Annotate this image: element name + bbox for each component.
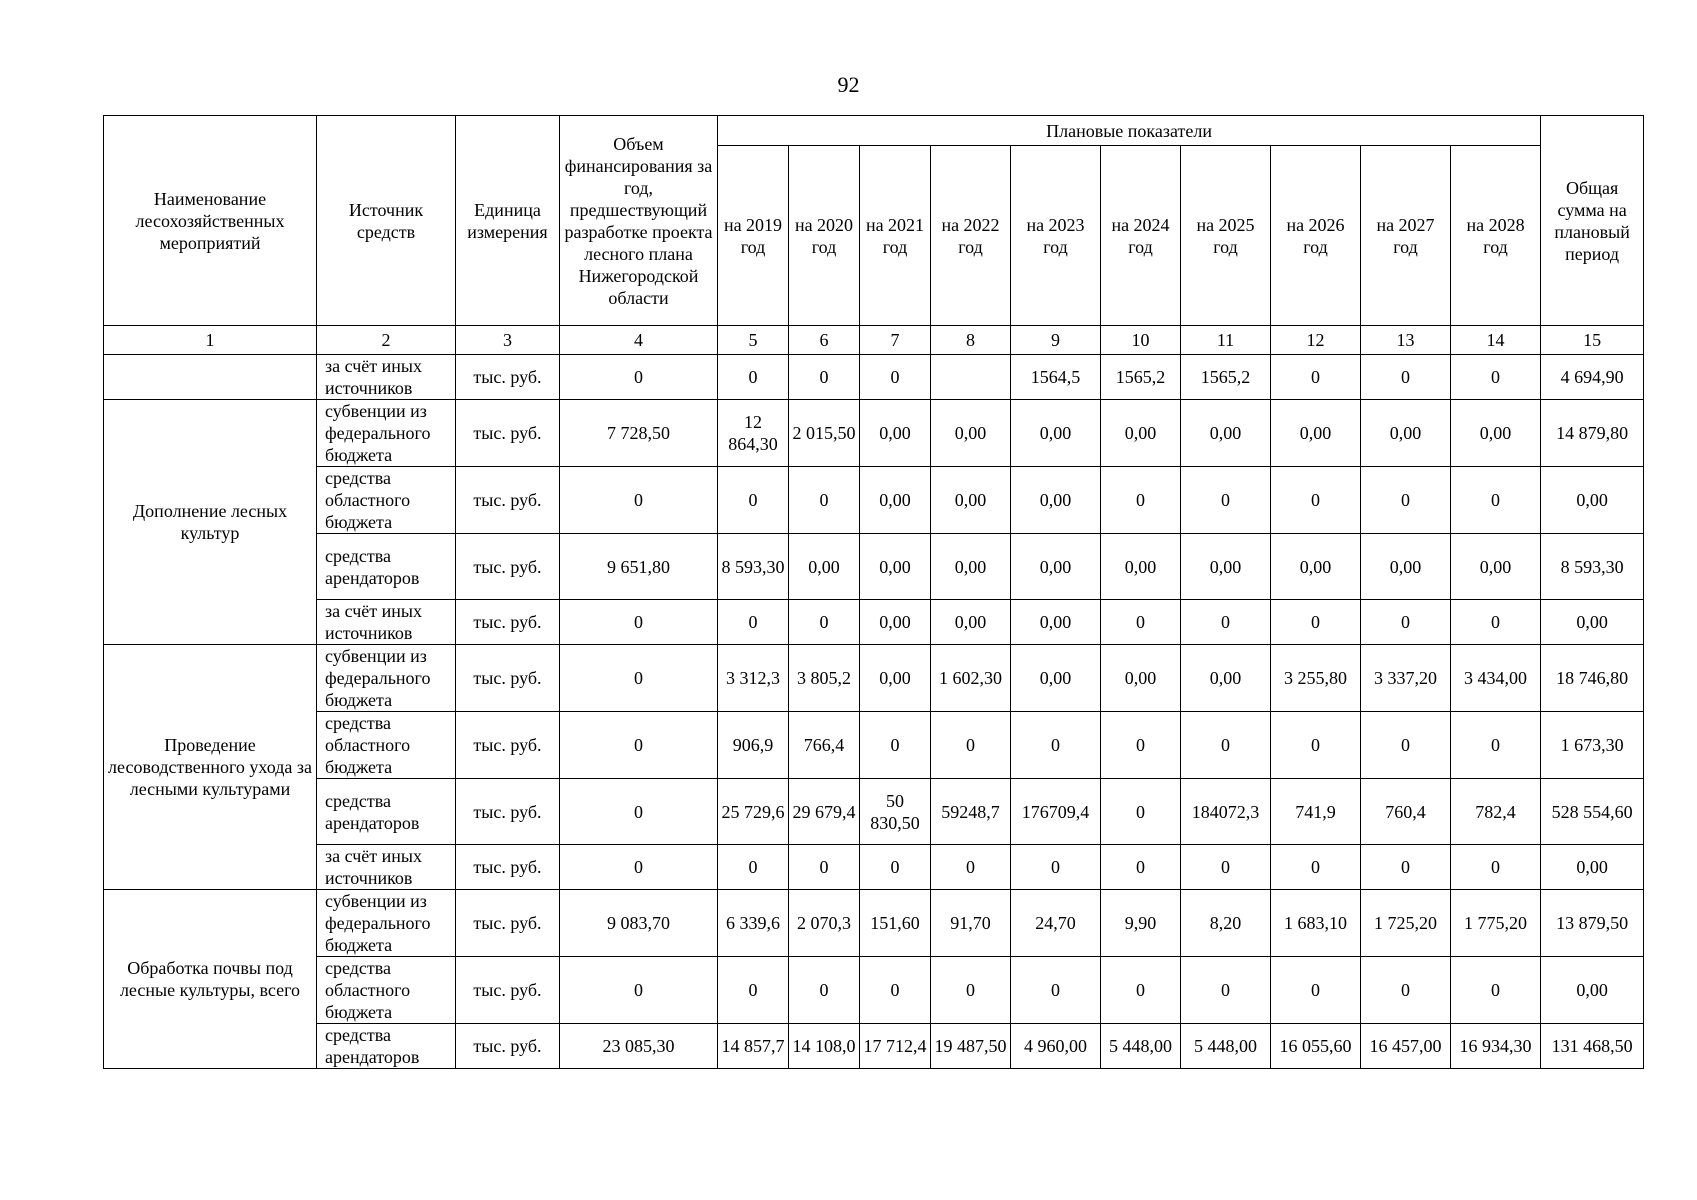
value-cell: 0 <box>1101 600 1181 645</box>
header-prior-volume: Объем финансирования за год, предшествующий разработке проекта лесного плана Нижегородской области <box>560 116 718 326</box>
value-cell: 0,00 <box>1011 400 1101 467</box>
value-cell: 766,4 <box>789 712 860 779</box>
funding-source: за счёт иных источников <box>317 845 456 890</box>
value-cell: 12 864,30 <box>718 400 789 467</box>
value-cell: 0 <box>1361 600 1451 645</box>
value-cell: 0 <box>1271 712 1361 779</box>
value-cell: 184072,3 <box>1181 779 1271 845</box>
header-year: на 2019 год <box>718 146 789 326</box>
value-cell: 14 108,0 <box>789 1024 860 1069</box>
page-number: 92 <box>837 72 860 97</box>
table-row <box>104 712 1644 779</box>
value-cell: 782,4 <box>1451 779 1541 845</box>
value-cell: 176709,4 <box>1011 779 1101 845</box>
value-cell: 131 468,50 <box>1541 1024 1644 1069</box>
column-number: 14 <box>1451 326 1541 355</box>
value-cell: 0 <box>1101 467 1181 534</box>
value-cell: 0 <box>1011 845 1101 890</box>
value-cell: 0,00 <box>1101 645 1181 712</box>
header-year: на 2020 год <box>789 146 860 326</box>
value-cell: 528 554,60 <box>1541 779 1644 845</box>
activity-name: Дополнение лесных культур <box>104 400 317 645</box>
value-cell: 0 <box>1451 355 1541 400</box>
value-cell: 2 015,50 <box>789 400 860 467</box>
value-cell: 0 <box>860 712 931 779</box>
value-cell: 0 <box>1101 779 1181 845</box>
table-row <box>104 467 1644 534</box>
value-cell: 0,00 <box>860 467 931 534</box>
value-cell: 0 <box>1271 355 1361 400</box>
value-cell: 0,00 <box>1271 400 1361 467</box>
unit-cell: тыс. руб. <box>456 845 560 890</box>
value-cell: 0 <box>860 957 931 1024</box>
value-cell: 760,4 <box>1361 779 1451 845</box>
value-cell: 0,00 <box>1011 600 1101 645</box>
value-cell: 3 255,80 <box>1271 645 1361 712</box>
value-cell: 0,00 <box>1101 534 1181 600</box>
unit-cell: тыс. руб. <box>456 957 560 1024</box>
funding-source: средства арендаторов <box>317 534 456 600</box>
value-cell: 0 <box>789 467 860 534</box>
value-cell: 0,00 <box>1271 534 1361 600</box>
value-cell: 1 775,20 <box>1451 890 1541 957</box>
column-number: 2 <box>317 326 456 355</box>
unit-cell: тыс. руб. <box>456 400 560 467</box>
header-year: на 2021 год <box>860 146 931 326</box>
unit-cell: тыс. руб. <box>456 712 560 779</box>
value-cell: 0 <box>560 779 718 845</box>
value-cell: 3 805,2 <box>789 645 860 712</box>
value-cell: 0 <box>860 845 931 890</box>
value-cell: 3 312,3 <box>718 645 789 712</box>
column-number: 1 <box>104 326 317 355</box>
value-cell: 0 <box>1361 355 1451 400</box>
value-cell: 1 673,30 <box>1541 712 1644 779</box>
value-cell: 50 830,50 <box>860 779 931 845</box>
financing-table <box>103 115 1644 1069</box>
value-cell: 3 434,00 <box>1451 645 1541 712</box>
header-unit: Единица измерения <box>456 116 560 326</box>
table-row <box>104 645 1644 712</box>
value-cell: 0 <box>1271 467 1361 534</box>
activity-name: Проведение лесоводственного ухода за лесными культурами <box>104 645 317 890</box>
table-row <box>104 1024 1644 1069</box>
value-cell: 19 487,50 <box>931 1024 1011 1069</box>
funding-source: за счёт иных источников <box>317 355 456 400</box>
column-number: 6 <box>789 326 860 355</box>
funding-source: за счёт иных источников <box>317 600 456 645</box>
value-cell: 0 <box>1181 845 1271 890</box>
value-cell: 0 <box>560 957 718 1024</box>
table-row <box>104 890 1644 957</box>
value-cell: 0,00 <box>931 600 1011 645</box>
value-cell: 0 <box>789 957 860 1024</box>
column-number: 3 <box>456 326 560 355</box>
header-source: Источник средств <box>317 116 456 326</box>
value-cell: 0 <box>1181 600 1271 645</box>
value-cell: 0 <box>718 600 789 645</box>
unit-cell: тыс. руб. <box>456 1024 560 1069</box>
value-cell: 1564,5 <box>1011 355 1101 400</box>
value-cell: 5 448,00 <box>1101 1024 1181 1069</box>
value-cell: 23 085,30 <box>560 1024 718 1069</box>
value-cell <box>931 355 1011 400</box>
value-cell: 0 <box>1451 845 1541 890</box>
funding-source: средства областного бюджета <box>317 712 456 779</box>
unit-cell: тыс. руб. <box>456 890 560 957</box>
value-cell: 0 <box>560 845 718 890</box>
value-cell: 0 <box>1271 957 1361 1024</box>
funding-source: субвенции из федерального бюджета <box>317 645 456 712</box>
value-cell: 14 879,80 <box>1541 400 1644 467</box>
table-row <box>104 534 1644 600</box>
value-cell: 4 960,00 <box>1011 1024 1101 1069</box>
header-year: на 2023 год <box>1011 146 1101 326</box>
value-cell: 18 746,80 <box>1541 645 1644 712</box>
header-activity: Наименование лесохозяйственных мероприятий <box>104 116 317 326</box>
value-cell: 0,00 <box>860 600 931 645</box>
column-number: 5 <box>718 326 789 355</box>
value-cell: 0,00 <box>1541 957 1644 1024</box>
value-cell: 0 <box>718 957 789 1024</box>
value-cell: 0 <box>789 600 860 645</box>
unit-cell: тыс. руб. <box>456 467 560 534</box>
value-cell: 1565,2 <box>1181 355 1271 400</box>
funding-source: средства арендаторов <box>317 1024 456 1069</box>
value-cell: 0,00 <box>1541 845 1644 890</box>
value-cell: 0 <box>560 645 718 712</box>
value-cell: 8 593,30 <box>718 534 789 600</box>
value-cell: 0 <box>931 845 1011 890</box>
value-cell: 151,60 <box>860 890 931 957</box>
value-cell: 0 <box>1181 712 1271 779</box>
value-cell: 0 <box>931 712 1011 779</box>
value-cell: 5 448,00 <box>1181 1024 1271 1069</box>
header-total: Общая сумма на плановый период <box>1541 116 1644 326</box>
value-cell: 25 729,6 <box>718 779 789 845</box>
funding-source: субвенции из федерального бюджета <box>317 890 456 957</box>
value-cell: 16 457,00 <box>1361 1024 1451 1069</box>
value-cell: 17 712,4 <box>860 1024 931 1069</box>
value-cell: 4 694,90 <box>1541 355 1644 400</box>
value-cell: 14 857,7 <box>718 1024 789 1069</box>
value-cell: 0,00 <box>931 400 1011 467</box>
value-cell: 0,00 <box>931 467 1011 534</box>
value-cell: 906,9 <box>718 712 789 779</box>
value-cell: 0 <box>1011 957 1101 1024</box>
value-cell: 8,20 <box>1181 890 1271 957</box>
value-cell: 0 <box>560 467 718 534</box>
value-cell: 0,00 <box>860 645 931 712</box>
value-cell: 9,90 <box>1101 890 1181 957</box>
value-cell: 0 <box>1451 600 1541 645</box>
unit-cell: тыс. руб. <box>456 355 560 400</box>
value-cell: 9 651,80 <box>560 534 718 600</box>
value-cell: 0 <box>1271 600 1361 645</box>
table-row <box>104 355 1644 400</box>
value-cell: 0 <box>860 355 931 400</box>
value-cell: 2 070,3 <box>789 890 860 957</box>
value-cell: 0 <box>718 355 789 400</box>
column-number-row <box>104 326 1644 355</box>
column-number: 11 <box>1181 326 1271 355</box>
value-cell: 0 <box>789 845 860 890</box>
column-number: 9 <box>1011 326 1101 355</box>
value-cell: 13 879,50 <box>1541 890 1644 957</box>
value-cell: 0,00 <box>789 534 860 600</box>
value-cell: 0,00 <box>1451 534 1541 600</box>
unit-cell: тыс. руб. <box>456 534 560 600</box>
value-cell: 0 <box>789 355 860 400</box>
value-cell: 16 055,60 <box>1271 1024 1361 1069</box>
value-cell: 0 <box>1361 845 1451 890</box>
column-number: 15 <box>1541 326 1644 355</box>
value-cell: 0 <box>1271 845 1361 890</box>
value-cell: 0 <box>718 845 789 890</box>
table-row <box>104 779 1644 845</box>
value-cell: 0,00 <box>1181 400 1271 467</box>
value-cell: 1565,2 <box>1101 355 1181 400</box>
value-cell: 0 <box>1101 845 1181 890</box>
value-cell: 0 <box>1011 712 1101 779</box>
value-cell: 1 725,20 <box>1361 890 1451 957</box>
column-number: 13 <box>1361 326 1451 355</box>
table-body <box>104 355 1644 1069</box>
value-cell: 0,00 <box>1541 467 1644 534</box>
value-cell: 0 <box>560 355 718 400</box>
table-row <box>104 600 1644 645</box>
value-cell: 0 <box>1181 467 1271 534</box>
unit-cell: тыс. руб. <box>456 645 560 712</box>
value-cell: 0 <box>1361 712 1451 779</box>
funding-source: субвенции из федерального бюджета <box>317 400 456 467</box>
value-cell: 0,00 <box>1011 467 1101 534</box>
table-row <box>104 845 1644 890</box>
funding-source: средства областного бюджета <box>317 467 456 534</box>
header-year: на 2022 год <box>931 146 1011 326</box>
value-cell: 6 339,6 <box>718 890 789 957</box>
column-number: 4 <box>560 326 718 355</box>
value-cell: 0 <box>560 712 718 779</box>
value-cell: 0,00 <box>1011 534 1101 600</box>
value-cell: 24,70 <box>1011 890 1101 957</box>
value-cell: 0,00 <box>1181 534 1271 600</box>
value-cell: 9 083,70 <box>560 890 718 957</box>
column-number: 12 <box>1271 326 1361 355</box>
table-row <box>104 400 1644 467</box>
value-cell: 0,00 <box>1011 645 1101 712</box>
value-cell: 3 337,20 <box>1361 645 1451 712</box>
header-year: на 2026 год <box>1271 146 1361 326</box>
value-cell: 0 <box>1361 467 1451 534</box>
value-cell: 0,00 <box>1181 645 1271 712</box>
value-cell: 0 <box>1101 957 1181 1024</box>
value-cell: 0,00 <box>1541 600 1644 645</box>
header-year: на 2027 год <box>1361 146 1451 326</box>
activity-name: Обработка почвы под лесные культуры, всего <box>104 890 317 1069</box>
value-cell: 741,9 <box>1271 779 1361 845</box>
activity-name <box>104 355 317 400</box>
header-year: на 2028 год <box>1451 146 1541 326</box>
unit-cell: тыс. руб. <box>456 600 560 645</box>
value-cell: 0 <box>1451 467 1541 534</box>
value-cell: 0,00 <box>1361 534 1451 600</box>
header-year: на 2025 год <box>1181 146 1271 326</box>
value-cell: 59248,7 <box>931 779 1011 845</box>
funding-source: средства областного бюджета <box>317 957 456 1024</box>
unit-cell: тыс. руб. <box>456 779 560 845</box>
value-cell: 0,00 <box>860 534 931 600</box>
value-cell: 0 <box>560 600 718 645</box>
value-cell: 1 683,10 <box>1271 890 1361 957</box>
value-cell: 0,00 <box>1451 400 1541 467</box>
value-cell: 29 679,4 <box>789 779 860 845</box>
column-number: 8 <box>931 326 1011 355</box>
value-cell: 7 728,50 <box>560 400 718 467</box>
value-cell: 0 <box>1361 957 1451 1024</box>
value-cell: 0 <box>1181 957 1271 1024</box>
value-cell: 0,00 <box>1101 400 1181 467</box>
value-cell: 0,00 <box>931 534 1011 600</box>
value-cell: 0,00 <box>1361 400 1451 467</box>
value-cell: 0 <box>1451 957 1541 1024</box>
value-cell: 0 <box>1451 712 1541 779</box>
value-cell: 0,00 <box>860 400 931 467</box>
header-planned: Плановые показатели <box>718 116 1541 146</box>
value-cell: 8 593,30 <box>1541 534 1644 600</box>
value-cell: 16 934,30 <box>1451 1024 1541 1069</box>
value-cell: 0 <box>1101 712 1181 779</box>
funding-source: средства арендаторов <box>317 779 456 845</box>
column-number: 7 <box>860 326 931 355</box>
header-year: на 2024 год <box>1101 146 1181 326</box>
value-cell: 0 <box>931 957 1011 1024</box>
table-row <box>104 957 1644 1024</box>
value-cell: 91,70 <box>931 890 1011 957</box>
column-number: 10 <box>1101 326 1181 355</box>
value-cell: 1 602,30 <box>931 645 1011 712</box>
value-cell: 0 <box>718 467 789 534</box>
